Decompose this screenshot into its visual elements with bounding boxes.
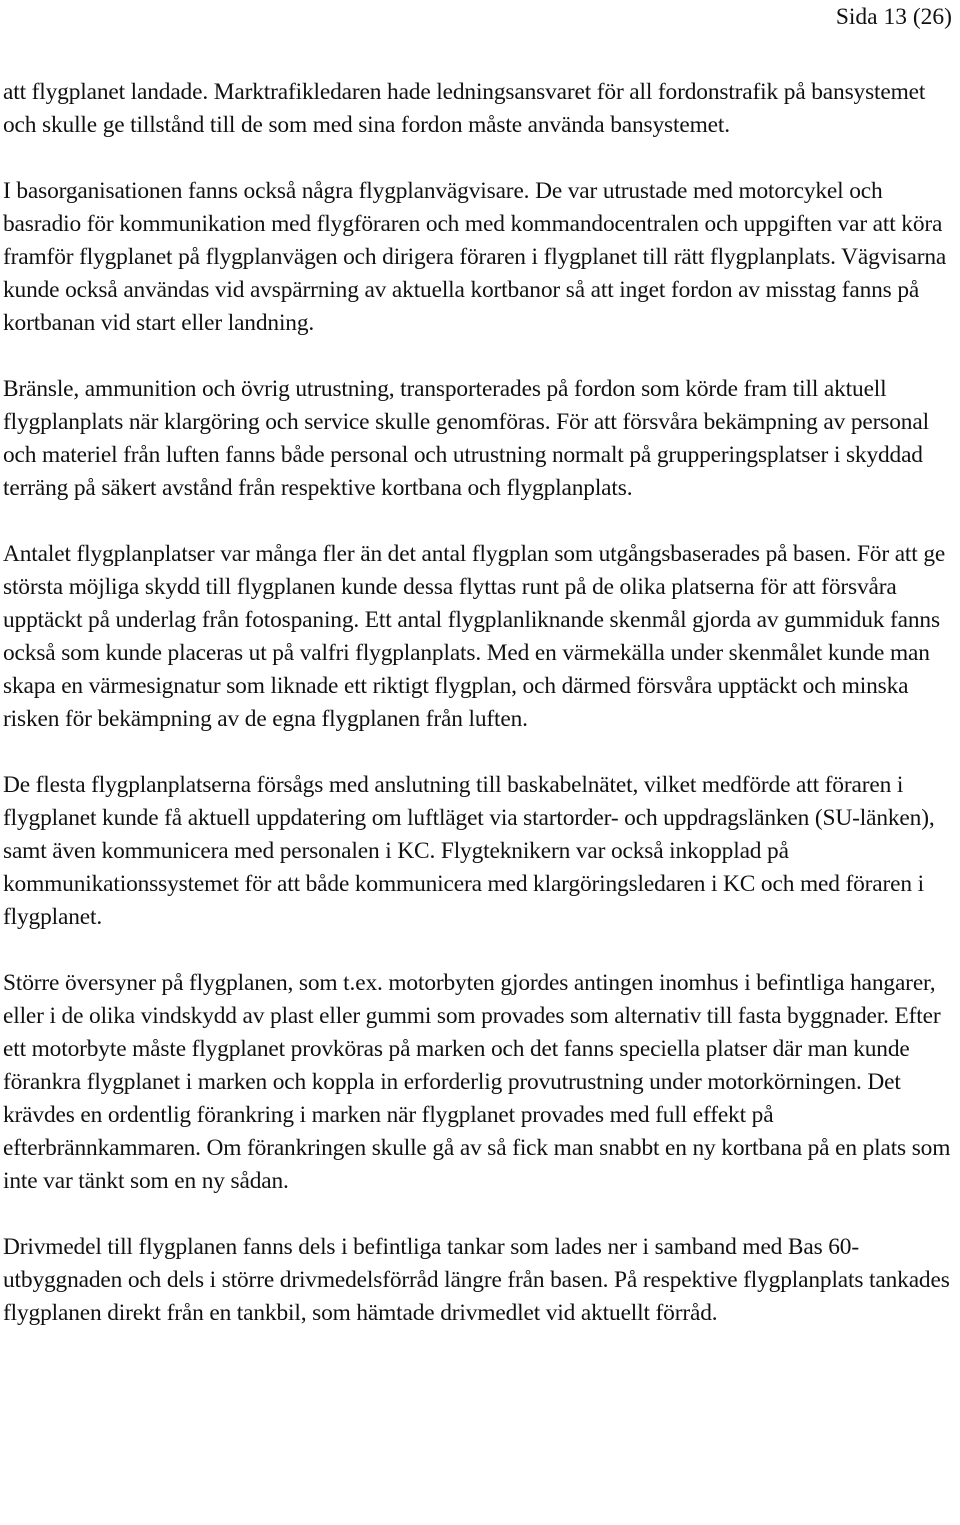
page-number: Sida 13 (26) xyxy=(835,4,952,30)
paragraph-5: De flesta flygplanplatserna försågs med anslutning till baskabelnätet, vilket medförde att föraren i flygplanet kunde få aktuell uppdatering om luftläget via startorder- och uppdragslänken (SU-länken), samt även kommunicera med personalen i KC. Flygteknikern var också inkopplad på kommunikationssystemet för att både kommunicera med klargöringsledaren i KC och med föraren i flygplanet. xyxy=(3,772,935,930)
document-body xyxy=(3,76,958,1330)
paragraph-4: Antalet flygplanplatser var många fler än det antal flygplan som utgångsbaserades på basen. För att ge största möjliga skydd till flygplanen kunde dessa flyttas runt på de olika platserna för att försvåra upptäckt på underlag från fotospaning. Ett antal flygplanliknande skenmål gjorda av gummiduk fanns också som kunde placeras ut på valfri flygplanplats. Med en värmekälla under skenmålet kunde man skapa en värmesignatur som liknade ett riktigt flygplan, och därmed försvåra upptäckt och minska risken för bekämpning av de egna flygplanen från luften. xyxy=(3,541,946,732)
paragraph-3: Bränsle, ammunition och övrig utrustning, transporterades på fordon som körde fram till aktuell flygplanplats när klargöring och service skulle genomföras. För att försvåra bekämpning av personal och materiel från luften fanns både personal och utrustning normalt på grupperingsplatser i skyddad terräng på säkert avstånd från respektive kortbana och flygplanplats. xyxy=(3,376,929,501)
paragraph-7: Drivmedel till flygplanen fanns dels i befintliga tankar som lades ner i samband med Bas 60-utbyggnaden och dels i större drivmedelsförråd längre från basen. På respektive flygplanplats tankades flygplanen direkt från en tankbil, som hämtade drivmedlet vid aktuellt förråd. xyxy=(3,1234,950,1326)
paragraph-1: att flygplanet landade. Marktrafikledaren hade ledningsansvaret för all fordonstrafik på bansystemet och skulle ge tillstånd till de som med sina fordon måste använda bansystemet. xyxy=(3,79,926,138)
paragraph-2: I basorganisationen fanns också några flygplanvägvisare. De var utrustade med motorcykel och basradio för kommunikation med flygföraren och med kommandocentralen och uppgiften var att köra framför flygplanet på flygplanvägen och dirigera föraren i flygplanet till rätt flygplanplats. Vägvisarna kunde också användas vid avspärrning av aktuella kortbanor så att inget fordon av misstag fanns på kortbanan vid start eller landning. xyxy=(3,178,947,336)
paragraph-6: Större översyner på flygplanen, som t.ex. motorbyten gjordes antingen inomhus i befintliga hangarer, eller i de olika vindskydd av plast eller gummi som provades som alternativ till fasta byggnader. Efter ett motorbyte måste flygplanet provköras på marken och det fanns speciella platser där man kunde förankra flygplanet i marken och koppla in erforderlig provutrustning under motorkörningen. Det krävdes en ordentlig förankring i marken när flygplanet provades med full effekt på efterbrännkammaren. Om förankringen skulle gå av så fick man snabbt en ny kortbana på en plats som inte var tänkt som en ny sådan. xyxy=(3,970,951,1194)
